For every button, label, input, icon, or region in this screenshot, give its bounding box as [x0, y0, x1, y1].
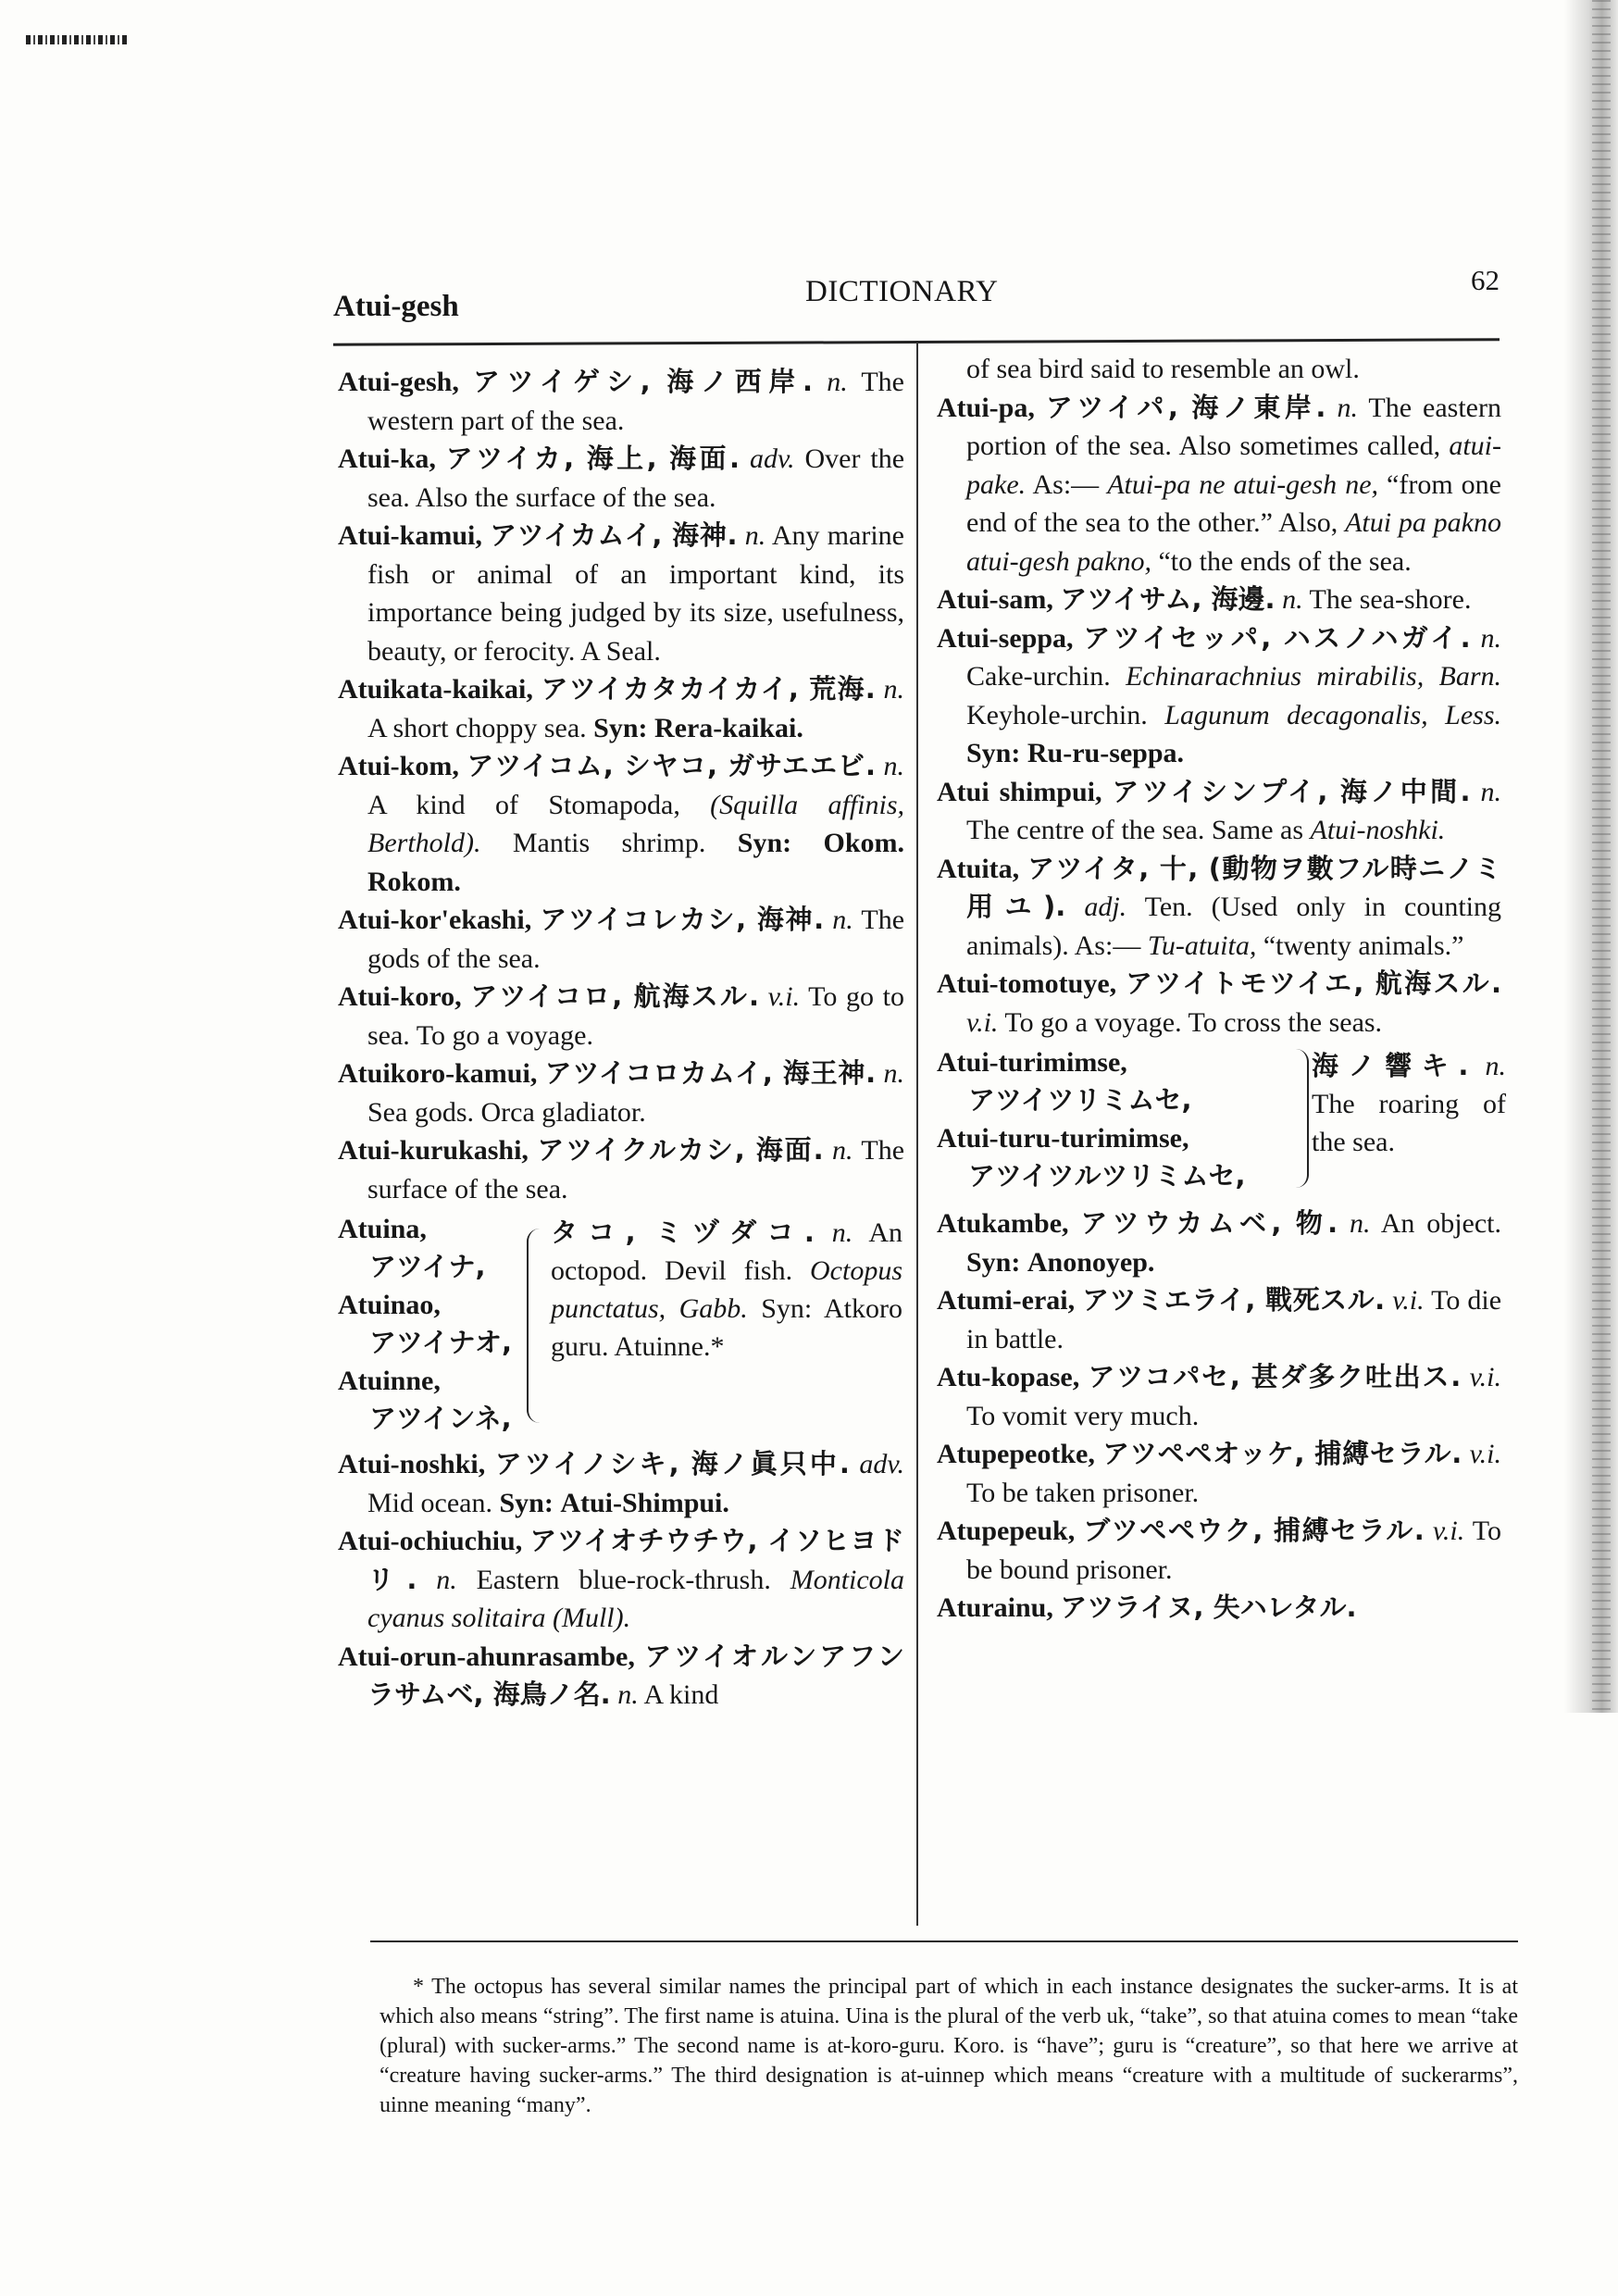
headword-kana: アツイナオ,: [369, 1327, 512, 1358]
entry-atui-tomotuye: [937, 965, 1501, 1042]
synonym: Atkoro guru. Atuinne.*: [551, 1293, 903, 1362]
example-ainu: Atui-pa ne atui-gesh ne,: [1107, 468, 1379, 500]
entry-atupepeotke: [937, 1435, 1501, 1512]
definition: Sea gods. Orca gladiator.: [367, 1096, 646, 1128]
part-of-speech: v.i.: [1392, 1285, 1425, 1316]
headword: Aturainu,: [937, 1592, 1053, 1623]
japanese-gloss: アツイコロカムイ, 海王神.: [544, 1057, 877, 1089]
headword: Atuikata-kaikai,: [338, 674, 533, 705]
headword: Atukambe,: [937, 1208, 1069, 1239]
part-of-speech: n.: [883, 751, 904, 781]
entry-atuikoro-kamui: [338, 1054, 904, 1131]
definition: A kind of Stomapoda,: [367, 789, 680, 820]
entry-atui-gesh: [338, 363, 904, 440]
part-of-speech: n.: [832, 1135, 853, 1166]
headword-kana: アツイツリミムセ,: [968, 1084, 1192, 1116]
entry-atuikata-kaikai: [338, 670, 904, 747]
synonym-label: Syn:: [761, 1293, 813, 1324]
running-header: [333, 264, 1500, 323]
definition: Eastern blue-rock-thrush.: [476, 1564, 771, 1595]
entry-atui-orun-ahunrasambe: [338, 1638, 904, 1715]
definition: The centre of the sea. Same as: [966, 815, 1303, 845]
definition: The gods of the sea.: [367, 905, 905, 974]
definition: To be taken prisoner.: [966, 1477, 1200, 1508]
part-of-speech: n.: [617, 1679, 639, 1710]
headword-kana: アツイナ,: [369, 1251, 486, 1282]
headword: Atui-orun-ahunrasambe,: [338, 1641, 635, 1672]
headword: Atui-kor'ekashi,: [338, 905, 532, 935]
group-headwords: [937, 1043, 1288, 1195]
japanese-gloss: アツイコロ, 航海スル.: [470, 980, 760, 1012]
headword: Atui-turu-turimimse,: [937, 1123, 1189, 1154]
headword: Atupepeotke,: [937, 1439, 1095, 1469]
japanese-gloss: アツイカムイ, 海神.: [490, 519, 738, 551]
part-of-speech: v.i.: [966, 1006, 999, 1038]
japanese-gloss: アツイクルカシ, 海面.: [537, 1134, 824, 1166]
entry-aturainu: [937, 1589, 1501, 1628]
synonym-label: Syn:: [593, 712, 648, 743]
synonym: Okom. Rokom.: [367, 828, 905, 897]
page-edge-texture: [1592, 0, 1611, 1713]
synonym: Anonoyep.: [1027, 1246, 1155, 1278]
definition: Cake-urchin.: [966, 661, 1111, 692]
definition: An object.: [1380, 1208, 1502, 1239]
entry-atui-koro: [338, 978, 904, 1054]
definition: Mid ocean.: [367, 1487, 492, 1518]
headword: Atui-ochiuchiu,: [338, 1526, 523, 1556]
definition: An octopod. Devil fish.: [551, 1217, 902, 1286]
japanese-gloss: タコ, ミヅダコ.: [551, 1217, 815, 1248]
right-column: [937, 350, 1506, 1628]
headword: Atui-gesh,: [338, 367, 459, 397]
japanese-gloss: アツイオチウチウ, イソヒヨドリ.: [367, 1525, 905, 1595]
part-of-speech: n.: [744, 520, 766, 551]
synonym: Atui-Shimpui.: [560, 1487, 729, 1518]
entry-atui-shimpui: [937, 773, 1501, 850]
synonym: Ru-ru-seppa.: [1027, 738, 1185, 768]
japanese-gloss: アツミエライ, 戰死スル.: [1082, 1284, 1386, 1316]
part-of-speech: v.i.: [767, 981, 801, 1012]
japanese-gloss: アツイカ, 海上, 海面.: [445, 443, 740, 474]
example-translation: “to the ends of the sea.: [1158, 545, 1412, 577]
entry-continuation: of sea bird said to resemble an owl.: [966, 354, 1360, 384]
part-of-speech: n.: [832, 905, 853, 935]
headword-kana: アツイツルツリミムセ,: [968, 1160, 1246, 1192]
header-headword: Atui-gesh: [333, 290, 459, 323]
definition: Any marine fish or animal of an important kind, its importance being judged by its size, usefulness, beauty, or ferocity. A Seal.: [367, 520, 904, 667]
part-of-speech: n.: [831, 1217, 853, 1248]
japanese-gloss: アツペペオッケ, 捕縛セラル.: [1102, 1438, 1462, 1469]
scan-mark: [26, 35, 128, 44]
japanese-gloss: アツイオルンアフンラサムベ, 海鳥ノ名.: [367, 1640, 905, 1710]
page-number: 62: [1471, 264, 1500, 296]
japanese-gloss: アツイカタカイカイ, 荒海.: [541, 673, 876, 705]
entry-atui-korekashi: [338, 901, 904, 978]
scientific-name: Echinarachnius mirabilis, Barn.: [1126, 661, 1501, 692]
japanese-gloss: アツコパセ, 甚ダ多ク吐出ス.: [1088, 1361, 1462, 1392]
headword: Atui-kamui,: [338, 520, 482, 551]
japanese-gloss: アツイトモツイエ, 航海スル.: [1125, 967, 1501, 999]
synonym-label: Syn:: [966, 738, 1021, 768]
part-of-speech: v.i.: [1469, 1439, 1502, 1469]
entry-group-atuina: [338, 1210, 904, 1441]
entry-atui-kurukashi: [338, 1131, 904, 1208]
headword: Atui-turimimse,: [937, 1047, 1127, 1078]
definition: Ten. (Used only in counting animals). As:—: [966, 892, 1501, 961]
cross-reference: Atui-noshki.: [1310, 815, 1446, 845]
group-headwords: [338, 1210, 523, 1438]
headword: Atuinne,: [338, 1366, 441, 1396]
entry-atumi-erai: [937, 1281, 1501, 1358]
part-of-speech: adv.: [749, 443, 795, 474]
entry-atui-ka: [338, 440, 904, 517]
japanese-gloss: アツイノシキ, 海ノ眞只中.: [494, 1448, 850, 1479]
headword: Atui-ka,: [338, 443, 436, 474]
japanese-gloss: アツイセッパ, ハスノハガイ.: [1083, 621, 1471, 654]
brace: [1292, 1049, 1309, 1188]
definition-extra: Keyhole-urchin.: [966, 699, 1148, 730]
headword: Atui-kom,: [338, 751, 459, 781]
part-of-speech: n.: [436, 1564, 457, 1595]
part-of-speech: n.: [1480, 776, 1501, 807]
headword: Atui-pa,: [937, 392, 1035, 423]
example-label: As:—: [1032, 468, 1100, 500]
footnote-rule: [370, 1940, 1518, 1942]
definition: The surface of the sea.: [367, 1135, 905, 1204]
headword: Atui-sam,: [937, 584, 1053, 615]
part-of-speech: n.: [1480, 622, 1502, 654]
headword: Atui-seppa,: [937, 622, 1074, 654]
definition-extra: Mantis shrimp.: [512, 828, 706, 858]
definition: The western part of the sea.: [367, 367, 904, 436]
japanese-gloss: アツイコム, シヤコ, ガサエエビ.: [467, 750, 876, 781]
headword: Atumi-erai,: [937, 1285, 1076, 1316]
japanese-gloss: ブツペペウク, 捕縛セラル.: [1083, 1515, 1425, 1546]
japanese-gloss: アツイタ, 十, (動物ヲ數フル時ニノミ用ユ).: [966, 852, 1502, 922]
entry-group-atui-turimimse: [937, 1043, 1506, 1201]
headword: Atuina,: [338, 1214, 427, 1244]
definition: To go to sea. To go a voyage.: [367, 981, 904, 1051]
entry-atui-kamui: [338, 517, 904, 670]
group-definition: [1312, 1047, 1506, 1161]
column-divider: [916, 343, 918, 1926]
entry-atui-noshki: [338, 1445, 904, 1522]
headword: Atuita,: [937, 853, 1020, 884]
example-translation: “from one end of the sea to the other.” Also,: [966, 468, 1501, 538]
definition: The eastern portion of the sea. Also sometimes called,: [966, 392, 1501, 461]
part-of-speech: n.: [827, 367, 848, 397]
example-translation: “twenty animals.”: [1263, 930, 1464, 961]
group-definition: [551, 1214, 902, 1366]
headword: Atui-noshki,: [338, 1449, 486, 1479]
part-of-speech: n.: [1337, 392, 1358, 423]
definition: To be bound prisoner.: [966, 1516, 1501, 1585]
definition: To go a voyage. To cross the seas.: [1004, 1006, 1383, 1038]
brace: [527, 1229, 543, 1423]
example-ainu: Tu-atuita,: [1147, 930, 1257, 961]
left-column: [338, 363, 904, 1715]
headword: Atu-kopase,: [937, 1362, 1080, 1392]
japanese-gloss: 海ノ響キ.: [1312, 1050, 1469, 1081]
synonym-label: Syn:: [737, 828, 792, 858]
part-of-speech: adv.: [859, 1449, 905, 1479]
definition: A short choppy sea.: [367, 712, 587, 743]
synonym-label: Syn:: [966, 1246, 1021, 1278]
japanese-gloss: アツイゲシ, 海ノ西岸.: [473, 366, 814, 397]
part-of-speech: n.: [883, 1058, 905, 1089]
part-of-speech: v.i.: [1432, 1516, 1465, 1546]
japanese-gloss: アツイサム, 海邊.: [1060, 583, 1276, 615]
definition: Over the sea. Also the surface of the sea.: [367, 443, 905, 513]
scientific-name: Monticola cyanus solitaira (Mull).: [367, 1564, 905, 1633]
headword: Atui-tomotuye,: [937, 968, 1117, 999]
entry-atu-kopase: [937, 1358, 1501, 1435]
entry-atui-ochiuchiu: [338, 1522, 904, 1638]
japanese-gloss: アツウカムベ, 物.: [1080, 1207, 1338, 1239]
footnote: * The octopus has several similar names the principal part of which in each instance designates the sucker-arms. It is at which also means “string”. The first name is atuina. Uina is the plural of the verb uk, “take”, so that atuina comes to mean “take (plural) with sucker-arms.” The second name is at-koro-guru. Koro. is “have”; guru is “creature”, so that here we arrive at “creature having sucker-arms.” The third designation is at-uinnep which means “creature with a multitude of suckerarms”, uinne meaning “many”.: [380, 1975, 1518, 2117]
headword: Atui-koro,: [338, 981, 462, 1012]
scientific-name: (Squilla affinis, Berthold).: [367, 789, 905, 858]
entry-atukambe: [937, 1204, 1501, 1281]
definition: The roaring of the sea.: [1312, 1089, 1506, 1157]
header-title: DICTIONARY: [805, 275, 999, 308]
headword: Atuinao,: [338, 1290, 441, 1320]
definition: To vomit very much.: [966, 1400, 1200, 1431]
part-of-speech: v.i.: [1469, 1362, 1502, 1392]
japanese-gloss: アツイパ, 海ノ東岸.: [1045, 391, 1326, 423]
entry-atuita: [937, 850, 1501, 966]
synonym-label: Syn:: [499, 1487, 554, 1518]
part-of-speech: adj.: [1084, 892, 1127, 922]
scientific-name: Lagunum decagonalis, Less.: [1164, 699, 1501, 730]
headword: Atui-kurukashi,: [338, 1135, 529, 1166]
entry-atui-seppa: [937, 619, 1501, 773]
part-of-speech: n.: [1350, 1208, 1371, 1239]
entry-atui-sam: [937, 580, 1501, 619]
japanese-gloss: アツイコレカシ, 海神.: [540, 904, 825, 935]
japanese-gloss: アツイシンプイ, 海ノ中間.: [1112, 775, 1471, 807]
definition: To die in battle.: [966, 1285, 1502, 1354]
part-of-speech: n.: [1485, 1051, 1506, 1081]
definition: A kind: [643, 1679, 719, 1710]
part-of-speech: n.: [883, 674, 905, 705]
definition: The sea-shore.: [1309, 584, 1472, 615]
japanese-gloss: アツライヌ, 失ハレタル.: [1060, 1591, 1357, 1623]
headword: Atupepeuk,: [937, 1516, 1076, 1546]
part-of-speech: n.: [1282, 584, 1303, 615]
entry-atupepeuk: [937, 1512, 1501, 1589]
headword: Atuikoro-kamui,: [338, 1058, 538, 1089]
entry-atui-pa: [937, 389, 1501, 581]
entry-atui-kom: [338, 747, 904, 901]
variant-form: atui-pake.: [966, 430, 1502, 500]
example-ainu: Atui pa pakno atui-gesh pakno,: [966, 507, 1501, 577]
headword-kana: アツインネ,: [369, 1403, 512, 1434]
synonym: Rera-kaikai.: [654, 712, 803, 743]
scientific-name: Octopus punctatus, Gabb.: [551, 1255, 902, 1324]
headword: Atui shimpui,: [937, 776, 1102, 807]
